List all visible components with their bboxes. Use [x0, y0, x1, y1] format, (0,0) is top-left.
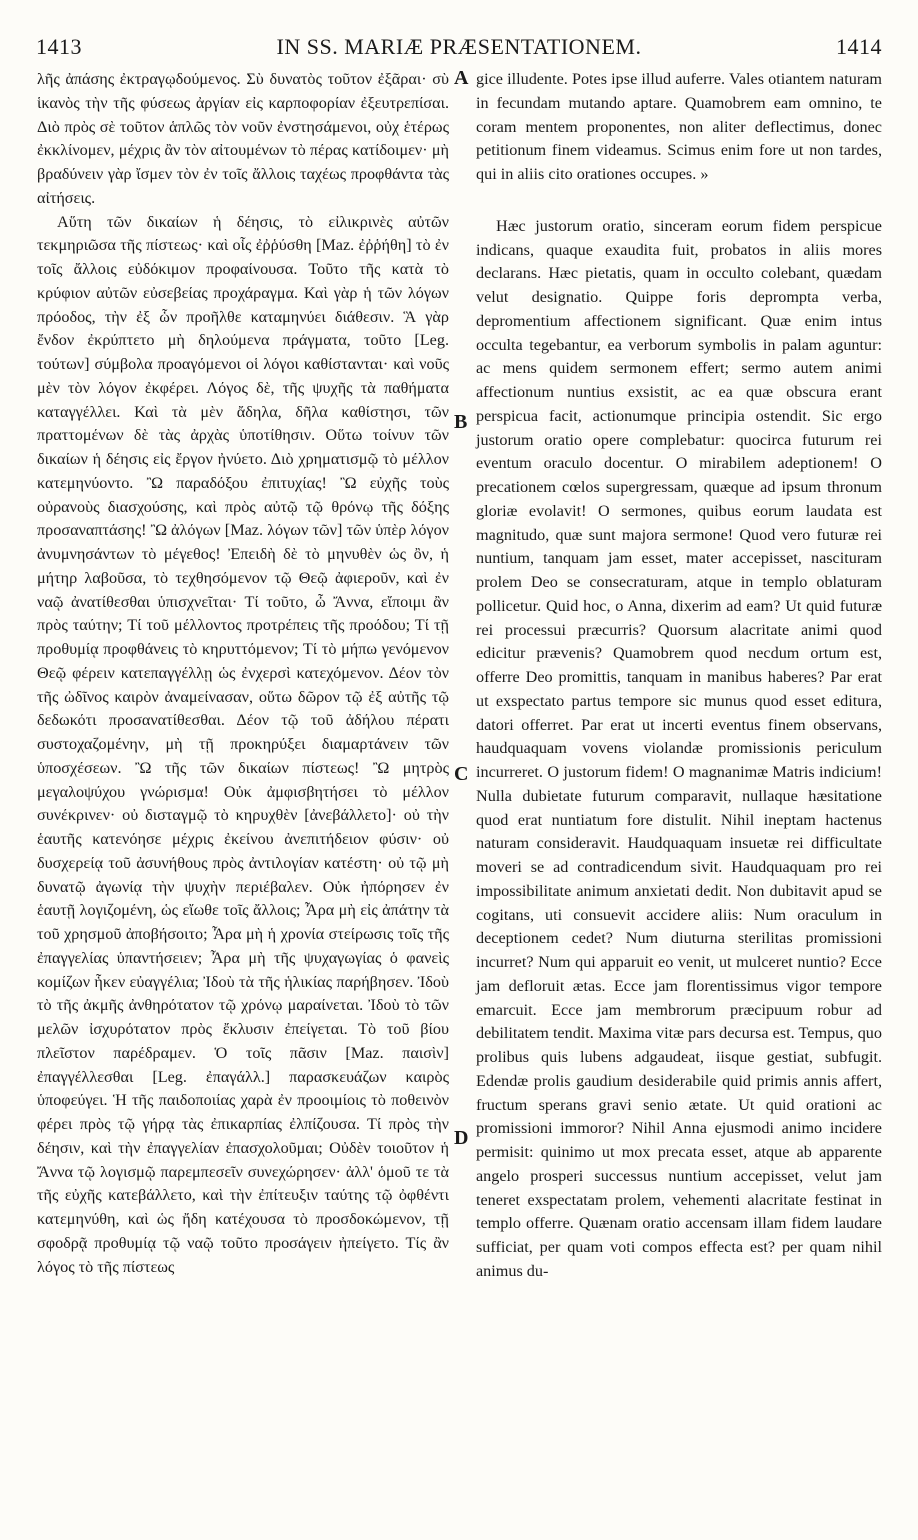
running-title: IN SS. MARIÆ PRÆSENTATIONEM. — [276, 34, 642, 59]
greek-column — [37, 68, 449, 1279]
running-header — [36, 34, 882, 64]
section-marker-d: D — [454, 1127, 469, 1149]
section-marker-c: C — [454, 763, 469, 785]
page-number-right: 1414 — [836, 34, 882, 59]
latin-paragraph-2: Hæc justorum oratio, sinceram eorum fidem perspicue indicans, quaque exaudita fuit, probatos in aliis mores declarans. Hæc pietatis, quam in occulto colebant, quædam velut designatio. Quippe foris deprompta verba, depromentium affectionem significant. Quæ enim intus occulta tegebantur, ea verborum symbolis in palam aguntur: ac mens quidem sermonem effert; sermo autem animi affectionum nuntius exsistit, ac ea quæ obscura erant perspicua facit, actionumque principia ostendit. Sic ergo justorum oratio opere complebatur: quocirca futurum rei eventum oraculo docentur. O mirabilem adeptionem! O precationem cœlos supergressam, quæque ad ipsum thronum gloriæ evolavit! O sermones, quibus eorum laudata est magnitudo, quæ sunt majora sermone! Quod vero futuræ rei nuntium, tanquam jam esset, mater accepisset, nascituram prolem Deo se consecraturam, atque in templo oblaturam pollicetur. Quid hoc, o Anna, dixerim ad eam? Ut quid futuræ rei processui præcurris? Quorsum alacritate animi quod edicitur prævenis? Quamobrem quod necdum ortum est, offerre Deo promittis, tanquam in manibus haberes? Par erat ut exspectato partus tempore sic munus quod esset editura, datori offerret. Par erat ut incerti eventus finem observans, haudquaquam vovens violandæ promissionis periculum incurreret. O justorum fidem! O magnanimæ Matris indicium! Nulla dubietate futurum comparavit, nullaque hæsitatione quod erat nuntiatum fore distulit. Nihil ineptam hactenus naturam consideravit. Haudquaquam insuetæ rei difficultate moveri se ad contradicendum sivit. Haudquaquam pro rei impossibilitate animum anxietati dedit. Non dubitavit apud se cogitans, uti consuevit accidere aliis: Num oraculum in deceptionem cedet? Num diuturna sterilitas promissioni incurret? Num qui apparuit eo venit, ut mulceret nuntio? Ecce jam defloruit ætas. Ecce jam florentissimus vigor tempore emarcuit. Ecce jam membrorum præcipuum robur ad debilitatem tendit. Maxima vitæ pars decursa est. Tempus, quo prolibus quis lubens adgaudeat, iisque gestiat, subfugit. Edendæ prolis gaudium desiderabile quid primis annis affert, fructum sperans gravi senio ætate. Ut quid orationi ac promissioni immoror? Nihil Anna ejusmodi animo incidere permisit: quinimo ut mox precata esset, atque ab apparente angelo prosperi successus nuntium accepisset, velut jam teneret exspectatam prolem, vehementi alacritate festinat in templo offerre. Quænam oratio accensam illam fidem laudare sufficiat, per quam voti compos effecta est? per quam nihil animus du- — [476, 216, 882, 1280]
latin-paragraph-1: gice illudente. Potes ipse illud auferre. Vales otiantem naturam in fecundam mutando aptare. Quamobrem eam omnino, te coram mentem proponentes, non aliter deflectimus, donec petitionum finem videamus. Scimus enim fore ut non tardes, qui in aliis cito orationes occupes. » — [476, 70, 882, 183]
greek-paragraph-1: λῆς ἀπάσης ἐκτραγῳδούμενος. Σὺ δυνατὸς τοῦτον ἐξᾶραι· σὺ ἱκανὸς τὴν τῆς φύσεως ἀργίαν εἰς καρποφορίαν ἐξευτρεπίσαι. Διὸ πρὸς σὲ τοῦτον ἁπλῶς τὸν νοῦν ἐνστησάμενοι, οὐχ ἑτέρως ἐκκλίνομεν, μέχρις ἂν τὸν αἰτουμένων τὸ πέρας κατίδοιμεν· μὴ βραδύνειν γὰρ ἴσμεν τὸν ἐν τοῖς ἄλλοις ταχέως προφθάντα τὰς αἰτήσεις. — [37, 70, 449, 207]
section-marker-a: A — [454, 67, 469, 89]
page-number-left: 1413 — [36, 34, 82, 59]
latin-column — [476, 68, 882, 1284]
greek-paragraph-2: Αὕτη τῶν δικαίων ἡ δέησις, τὸ εἰλικρινὲς αὐτῶν τεκμηριῶσα τῆς πίστεως· καὶ οἷς ἐῤῥύσθη [Maz. ἐῤῥήθη] τὸ ἐν τοῖς ἄλλοις εὐδόκιμον προφαίνουσα. Τοῦτο τῆς κατὰ τὸ κρύφιον αὐτῶν εὐσεβείας προχάραγμα. Καὶ γὰρ ἡ τῶν λόγων πρόοδος, τὴν ἐξ ὧν προῆλθε καταμηνύει διάθεσιν. Ἃ γὰρ ἔνδον ἐκρύπτετο μὴ δηλούμενα πράγματα, τοῦτο [Leg. τούτων] σύμβολα προαγόμενοι οἱ λόγοι καθίστανται· καὶ νοῦς μὲν τὸν λόγον ἐκφέρει. Λόγος δὲ, τῆς ψυχῆς τὰ παθήματα καταγγέλλει. Καὶ τὰ μὲν ἄδηλα, δῆλα καθίστησι, τῶν πραττομένων δὲ τὰς ἀρχὰς ὑποτίθησιν. Οὕτω τοίνυν τῶν δικαίων ἡ δέησις εἰς ἔργον ἠνύετο. Διὸ χρηματισμῷ τὸ μέλλον κατεμηνύοντο. Ὢ παραδόξου ἐπιτυχίας! Ὢ εὐχῆς τοὺς οὐρανοὺς διασχούσης, καὶ πρὸς αὐτῷ τῷ θρόνῳ τῆς δόξης προσαναπτάσης! Ὢ ἀλόγων [Maz. λόγων τῶν] τῶν ὑπὲρ λόγον ἀνυμνησάντων τὸ μέγεθος! Ἐπειδὴ δὲ τὸ μηνυθὲν ὡς ὂν, ἡ μήτηρ λαβοῦσα, τὸ τεχθησόμενον τῷ Θεῷ ἀφιεροῦν, καὶ ἐν ναῷ ἀνατίθεσθαι ὑπισχνεῖται· Τί τοῦτο, ὦ Ἄννα, εἴποιμι ἂν πρὸς ταύτην; Τί τοῦ μέλλοντος προτρέπεις τῆς προόδου; Τί τῇ προθυμίᾳ προφθάνεις τὸ κηρυττόμενον; Τί τὸ μήπω γενόμενον Θεῷ φέρειν κατεπαγγέλλῃ ὡς ἐνχερσὶ κατεχόμενον. Δέον τὸν τῆς ὠδῖνος καιρὸν ἀναμείνασαν, οὕτω δῶρον τῷ ἐξ αὐτῆς τῷ δεδωκότι προσανατίθεσθαι. Δέον τῷ τοῦ ἀδήλου πέρατι συστοχαζομένην, μὴ τῇ προκηρύξει διαμαρτάνειν τῶν ὑποσχέσεων. Ὢ τῆς τῶν δικαίων πίστεως! Ὢ μητρὸς μεγαλοψύχου γνώρισμα! Οὐκ ἀμφισβητήσει τὸ μέλλον συνέκρινεν· οὐ δισταγμῷ τὸ κηρυχθὲν [ἀνεβάλλετο]· οὐ τὴν ἑαυτῆς κατενόησε μέχρις ἐκείνου ἀνεπιτήδειον φύσιν· οὐ δυσχερείᾳ τοῦ ἀσυνήθους πρὸς ἀντιλογίαν κατέστη· οὐ τῷ μὴ δυνατῷ ἀγωνίᾳ τὴν ψυχὴν περιέβαλεν. Οὐκ ἠπόρησεν ἐν ἑαυτῇ λογιζομένη, ὡς εἴωθε τοῖς ἄλλοις; Ἆρα μὴ εἰς ἀπάτην τὰ τοῦ χρησμοῦ ἀποβήσοιτο; Ἆρα μὴ ἡ χρονία στείρωσις τοῖς τῆς ἐπαγγελίας ὑπαντήσειεν; Ἆρα μὴ τῆς ψυχαγωγίας ὁ φανεὶς κομίζων ἧκεν εὐαγγέλια; Ἰδοὺ τὰ τῆς ἡλικίας παρήβησεν. Ἰδοὺ τὸ τῆς ἀκμῆς ἀνθηρότατον τῷ χρόνῳ μαραίνεται. Ἰδοὺ τὸ τῶν μελῶν ἰσχυρότατον πρὸς ἔκλυσιν ἐπείγεται. Τὸ τοῦ βίου πλεῖστον παρέδραμεν. Ὁ τοῖς πᾶσιν [Maz. παισὶν] ἐπαγγέλλεσθαι [Leg. ἐπαγάλλ.] παρασκευάζων καιρὸς ὑποφεύγει. Ἡ τῆς παιδοποιίας χαρὰ ἐν προοιμίοις τὸ ποθεινὸν φέρει πρὸς τῷ γήρᾳ τὰς ἐπικαρπίας ἐλπίζουσα. Τί πρὸς τὴν δέησιν, καὶ τὴν ἐπαγγελίαν ἐπασχολοῦμαι; Οὐδὲν τοιοῦτον ἡ Ἄννα τῷ λογισμῷ παρεμπεσεῖν συνεχώρησεν· ἀλλ' ὁμοῦ τε τὰ τῆς εὐχῆς κατεβάλλετο, καὶ τὴν ἐπίτευξιν ταύτης τῷ ὀφθέντι κατεμηνύθη, καὶ ὡς ἤδη κατέχουσα τὸ προσδοκώμενον, τῇ σφοδρᾷ προθυμίᾳ τῷ ναῷ τοῦτο προσάγειν ἠπείγετο. Τίς ἂν λόγος τὸ τῆς πίστεως — [37, 212, 449, 1276]
section-marker-b: B — [454, 411, 468, 433]
